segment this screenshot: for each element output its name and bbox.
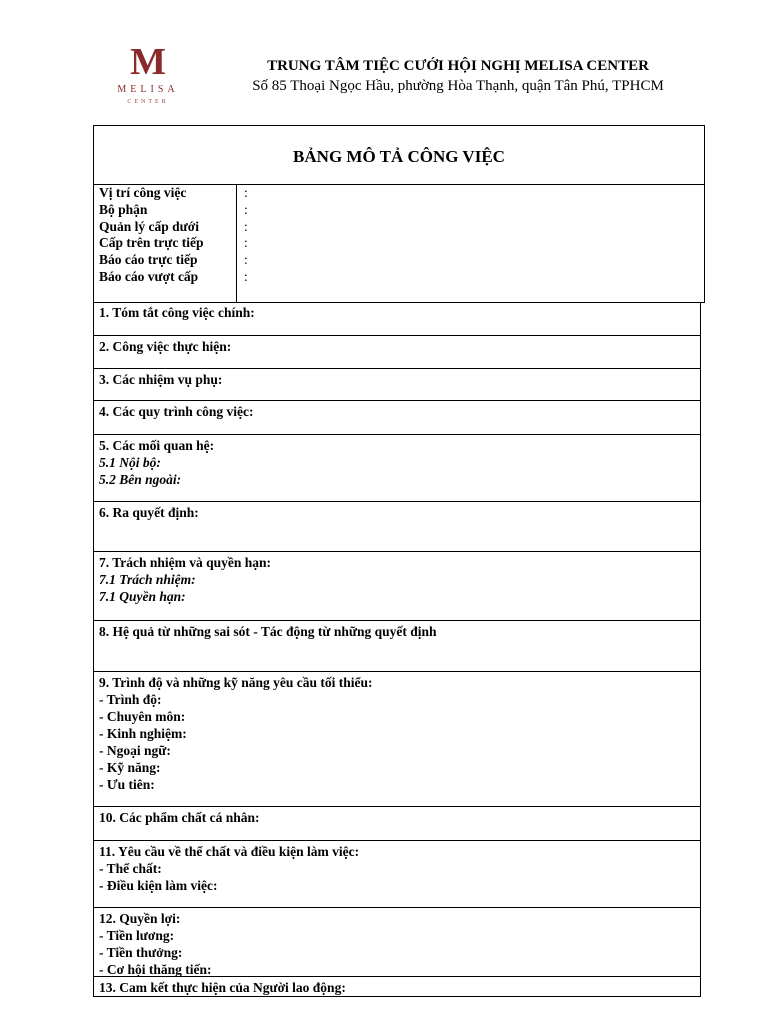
info-label-direct-report: Báo cáo trực tiếp	[99, 252, 198, 268]
info-colon-direct-superior: :	[244, 235, 248, 251]
section-heading: 6. Ra quyết định:	[99, 505, 199, 520]
form-section	[93, 977, 701, 997]
section-heading: 4. Các quy trình công việc:	[99, 404, 254, 419]
section-heading: 13. Cam kết thực hiện của Người lao động:	[99, 980, 346, 995]
form-section	[93, 552, 701, 621]
section-heading: 11. Yêu cầu về thể chất và điều kiện làm việc:	[99, 844, 360, 859]
form-section	[93, 302, 701, 336]
form-section	[93, 435, 701, 502]
section-heading: 8. Hệ quả từ những sai sót - Tác động từ những quyết định	[99, 624, 437, 639]
section-heading: 10. Các phẩm chất cá nhân:	[99, 810, 260, 825]
info-label-department: Bộ phận	[99, 201, 148, 217]
info-colon-position: :	[244, 185, 248, 200]
section-heading: 7. Trách nhiệm và quyền hạn:	[99, 555, 272, 570]
company-name: TRUNG TÂM TIỆC CƯỚI HỘI NGHỊ MELISA CENTER	[267, 58, 649, 74]
info-label-direct-superior: Cấp trên trực tiếp	[99, 235, 204, 251]
info-colon-subordinates: :	[244, 218, 248, 234]
section-line: - Tiền thưởng:	[99, 945, 183, 960]
form-title: BẢNG MÔ TẢ CÔNG VIỆC	[293, 147, 505, 166]
section-heading: 5. Các mối quan hệ:	[99, 438, 215, 453]
form-section	[93, 621, 701, 672]
section-line: - Kinh nghiệm:	[99, 726, 187, 741]
info-label-skip-level-report: Báo cáo vượt cấp	[99, 268, 199, 284]
section-line: - Trình độ:	[99, 692, 162, 707]
form-sections	[93, 302, 701, 997]
section-heading: 2. Công việc thực hiện:	[99, 339, 232, 354]
section-heading: 12. Quyền lợi:	[99, 911, 181, 926]
form-section	[93, 841, 701, 908]
logo-name: MELISA	[117, 84, 179, 95]
section-heading: 3. Các nhiệm vụ phụ:	[99, 372, 223, 387]
section-line: - Chuyên môn:	[99, 709, 186, 724]
section-line: - Ưu tiên:	[99, 777, 155, 792]
form-title-box	[93, 125, 705, 185]
info-label-subordinates: Quản lý cấp dưới	[99, 218, 199, 234]
company-logo	[100, 40, 196, 114]
form-section	[93, 807, 701, 841]
form-section	[93, 502, 701, 552]
section-line: - Cơ hội thăng tiến:	[99, 962, 212, 977]
section-line: 5.2 Bên ngoài:	[99, 472, 182, 487]
form-section	[93, 908, 701, 977]
section-line: - Kỹ năng:	[99, 760, 161, 775]
form-section	[93, 401, 701, 435]
info-label-position: Vị trí công việc	[99, 185, 187, 200]
position-info-box	[93, 184, 705, 303]
info-colon-skip-level-report: :	[244, 268, 248, 284]
section-line: - Tiền lương:	[99, 928, 175, 943]
section-heading: 9. Trình độ và những kỹ năng yêu cầu tối thiểu:	[99, 675, 373, 690]
section-line: - Điều kiện làm việc:	[99, 878, 218, 893]
info-colon-direct-report: :	[244, 252, 248, 268]
info-labels	[94, 184, 237, 302]
section-heading: 1. Tóm tắt công việc chính:	[99, 305, 255, 320]
section-line: 7.1 Trách nhiệm:	[99, 572, 196, 587]
section-line: 7.1 Quyền hạn:	[99, 589, 186, 604]
info-values	[244, 185, 248, 286]
form-section	[93, 369, 701, 401]
section-line: - Thể chất:	[99, 861, 162, 876]
form-section	[93, 336, 701, 369]
logo-subtitle: CENTER	[127, 99, 169, 105]
section-line: - Ngoại ngữ:	[99, 743, 171, 758]
section-line: 5.1 Nội bộ:	[99, 455, 161, 470]
company-address: Số 85 Thoại Ngọc Hầu, phường Hòa Thạnh, quận Tân Phú, TPHCM	[252, 78, 664, 94]
logo-mark: M	[130, 41, 166, 83]
info-colon-department: :	[244, 201, 248, 217]
form-section	[93, 672, 701, 807]
company-header	[228, 56, 688, 96]
